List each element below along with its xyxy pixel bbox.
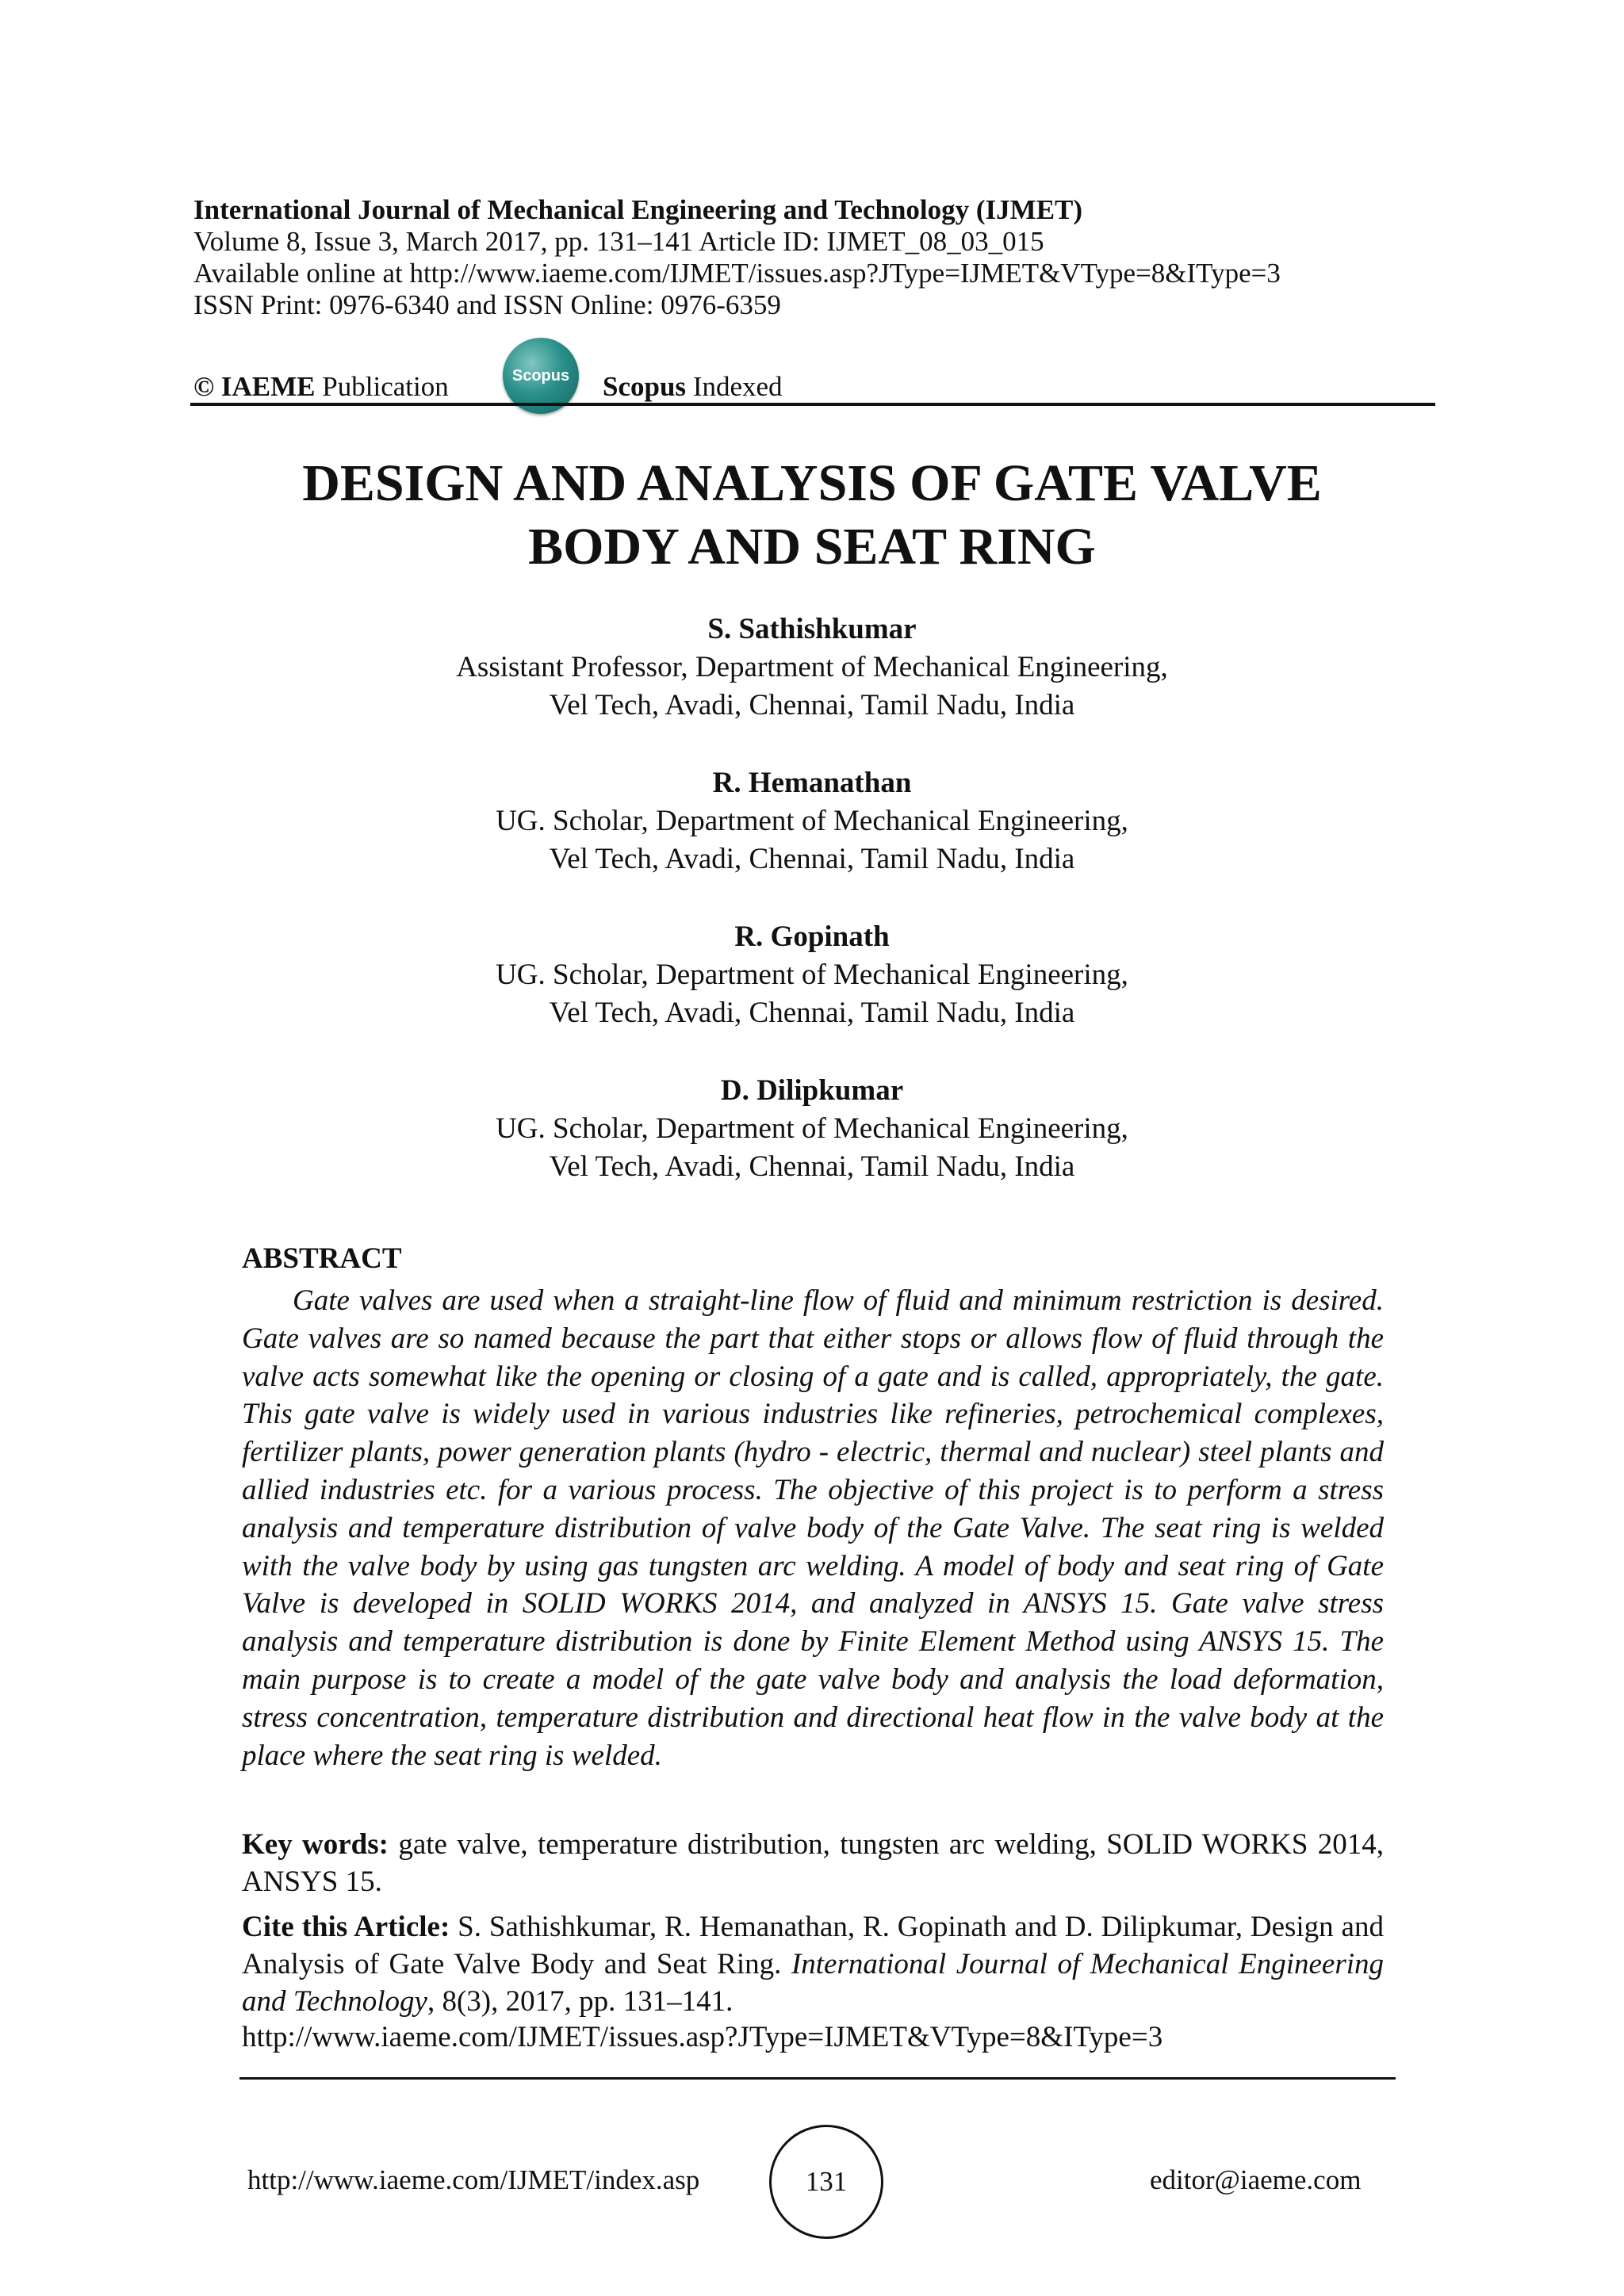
indexed-label: Indexed <box>692 371 783 402</box>
author-affiliation: Assistant Professor, Department of Mechanical Engineering, <box>456 651 1168 683</box>
author-name: S. Sathishkumar <box>707 613 917 645</box>
publisher-suffix: Publication <box>322 371 449 402</box>
publisher-name: IAEME <box>220 371 316 402</box>
author-block <box>238 1072 1386 1186</box>
keywords-paragraph <box>242 1826 1384 1900</box>
author-block <box>238 610 1386 725</box>
journal-name: International Journal of Mechanical Engineering and Technology (IJMET) <box>193 194 1083 225</box>
citation-text: S. Sathishkumar, R. Hemanathan, R. Gopinath and D. Dilipkumar, Design and Analysis of Gate Valve Body and Seat Ring. <box>242 1911 1384 1980</box>
citation-divider <box>239 2077 1396 2080</box>
footer-email-link[interactable]: editor@iaeme.com <box>1150 2164 1362 2195</box>
author-name: D. Dilipkumar <box>720 1074 904 1107</box>
author-affiliation: UG. Scholar, Department of Mechanical Engineering, <box>496 959 1128 991</box>
citation-label: Cite this Article: <box>242 1911 450 1943</box>
author-affiliation: Vel Tech, Avadi, Chennai, Tamil Nadu, India <box>549 1150 1075 1183</box>
footer-url-link[interactable]: http://www.iaeme.com/IJMET/index.asp <box>247 2164 700 2195</box>
scopus-label: Scopus <box>603 371 687 402</box>
copyright-symbol: © <box>193 371 215 402</box>
author-affiliation: Vel Tech, Avadi, Chennai, Tamil Nadu, India <box>549 843 1075 875</box>
citation-url-link[interactable]: http://www.iaeme.com/IJMET/issues.asp?JType=IJMET&VType=8&IType=3 <box>242 2021 1163 2053</box>
scopus-logo-text: Scopus <box>511 366 570 385</box>
author-affiliation: UG. Scholar, Department of Mechanical Engineering, <box>496 805 1128 837</box>
available-online-line: Available online at http://www.iaeme.com/IJMET/issues.asp?JType=IJMET&VType=8&IType=3 <box>193 258 1281 289</box>
paper-title <box>193 452 1431 579</box>
citation-details: , 8(3), 2017, pp. 131–141. <box>427 1985 733 2018</box>
page-number: 131 <box>805 2166 848 2197</box>
author-affiliation: UG. Scholar, Department of Mechanical Engineering, <box>496 1112 1128 1145</box>
title-line-1: DESIGN AND ANALYSIS OF GATE VALVE <box>302 454 1322 512</box>
publisher-row <box>193 365 1438 404</box>
journal-header <box>193 194 1431 321</box>
header-divider <box>190 403 1435 406</box>
volume-line: Volume 8, Issue 3, March 2017, pp. 131–141 Article ID: IJMET_08_03_015 <box>193 226 1044 257</box>
abstract-text: Gate valves are used when a straight-line flow of fluid and minimum restriction is desired. Gate valves are so named because the part that either stops or allows flow of fluid through the valve acts somewhat like the opening or closing of a gate and is called, appropriately, the gate. This gate valve is widely used in various industries like refineries, petrochemical complexes, fertilizer plants, power generation plants (hydro - electric, thermal and nuclear) steel plants and allied industries etc. for a various process. The objective of this project is to perform a stress analysis and temperature distribution of valve body of the Gate Valve. The seat ring is welded with the valve body by using gas tungsten arc welding. A model of body and seat ring of Gate Valve is developed in SOLID WORKS 2014, and analyzed in ANSYS 15. Gate valve stress analysis and temperature distribution is done by Finite Element Method using ANSYS 15. The main purpose is to create a model of the gate valve body and analysis the load deformation, stress concentration, temperature distribution and directional heat flow in the valve body at the place where the seat ring is welded. <box>242 1284 1384 1772</box>
abstract-heading: ABSTRACT <box>242 1242 402 1275</box>
issn-line: ISSN Print: 0976-6340 and ISSN Online: 0976-6359 <box>193 289 781 320</box>
copyright-notice <box>193 371 449 403</box>
keywords-text: gate valve, temperature distribution, tungsten arc welding, SOLID WORKS 2014, ANSYS 15. <box>242 1828 1384 1898</box>
page-number-badge <box>769 2125 883 2239</box>
title-line-2: BODY AND SEAT RING <box>528 518 1096 576</box>
citation-journal: International Journal of Mechanical Engineering and Technology <box>242 1948 1384 2018</box>
author-block <box>238 918 1386 1032</box>
author-affiliation: Vel Tech, Avadi, Chennai, Tamil Nadu, India <box>549 997 1075 1029</box>
author-name: R. Gopinath <box>734 920 890 953</box>
author-name: R. Hemanathan <box>712 767 912 799</box>
keywords-label: Key words: <box>242 1828 389 1861</box>
scopus-indexed-label <box>603 371 783 403</box>
citation-paragraph <box>242 1908 1384 2020</box>
author-block <box>238 764 1386 878</box>
author-affiliation: Vel Tech, Avadi, Chennai, Tamil Nadu, India <box>549 689 1075 721</box>
